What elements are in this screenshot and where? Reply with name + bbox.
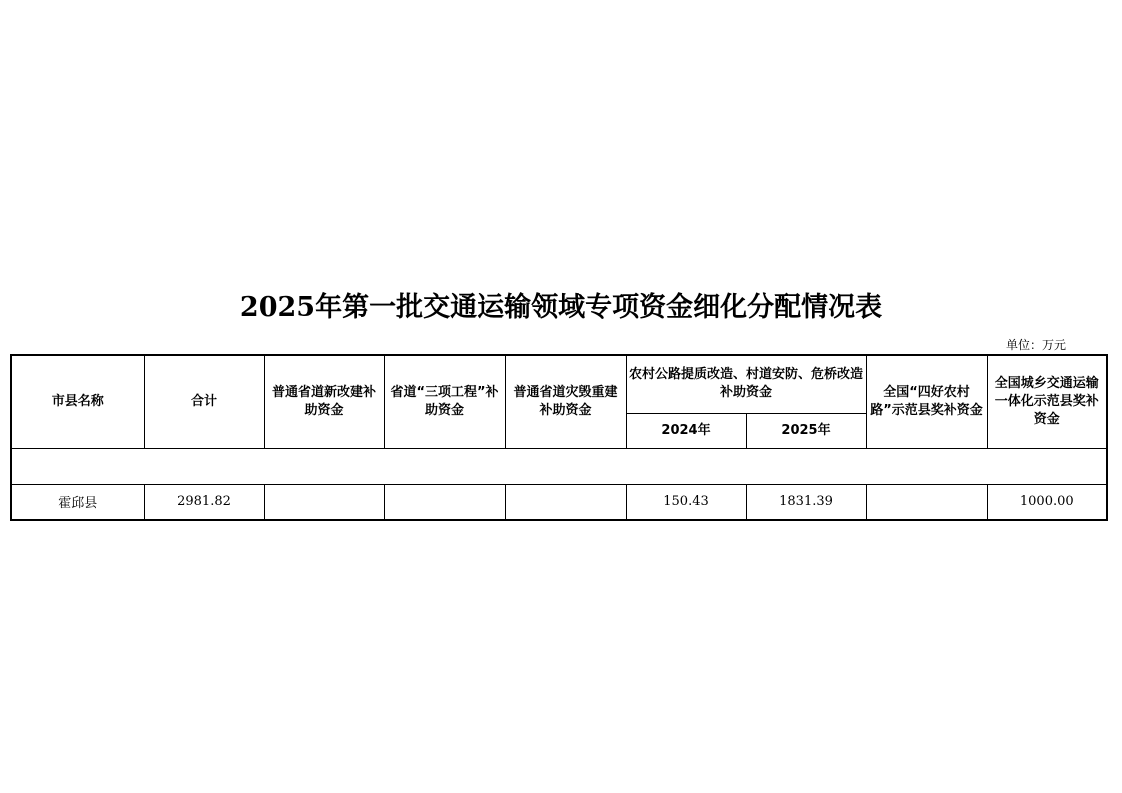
cell-four-good: [866, 484, 987, 520]
header-provincial-new: 普通省道新改建补助资金: [264, 355, 384, 448]
cell-provincial-new: [264, 484, 384, 520]
header-three-projects: 省道“三项工程”补助资金: [384, 355, 505, 448]
blank-row: [11, 448, 1107, 484]
document-title: 2025年第一批交通运输领域专项资金细化分配情况表: [239, 292, 883, 323]
header-row: [11, 355, 1107, 413]
header-total: 合计: [144, 355, 264, 448]
cell-total: 2981.82: [144, 484, 264, 520]
header-rural-2024: 2024年: [626, 413, 746, 448]
unit-label: 单位：万元: [1006, 338, 1067, 352]
cell-integration: 1000.00: [987, 484, 1107, 520]
header-integration: 全国城乡交通运输一体化示范县奖补资金: [987, 355, 1107, 448]
cell-rural-2025: 1831.39: [746, 484, 866, 520]
cell-disaster-rebuild: [505, 484, 626, 520]
header-rural-group: 农村公路提质改造、村道安防、危桥改造补助资金: [626, 355, 866, 413]
cell-county: 霍邱县: [11, 484, 144, 520]
header-county: 市县名称: [11, 355, 144, 448]
header-four-good: 全国“四好农村路”示范县奖补资金: [866, 355, 987, 448]
cell-three-projects: [384, 484, 505, 520]
table-row: [11, 484, 1107, 520]
header-rural-2025: 2025年: [746, 413, 866, 448]
cell-rural-2024: 150.43: [626, 484, 746, 520]
allocation-table: [10, 354, 1108, 521]
header-disaster-rebuild: 普通省道灾毁重建补助资金: [505, 355, 626, 448]
blank-cell: [11, 448, 1107, 484]
